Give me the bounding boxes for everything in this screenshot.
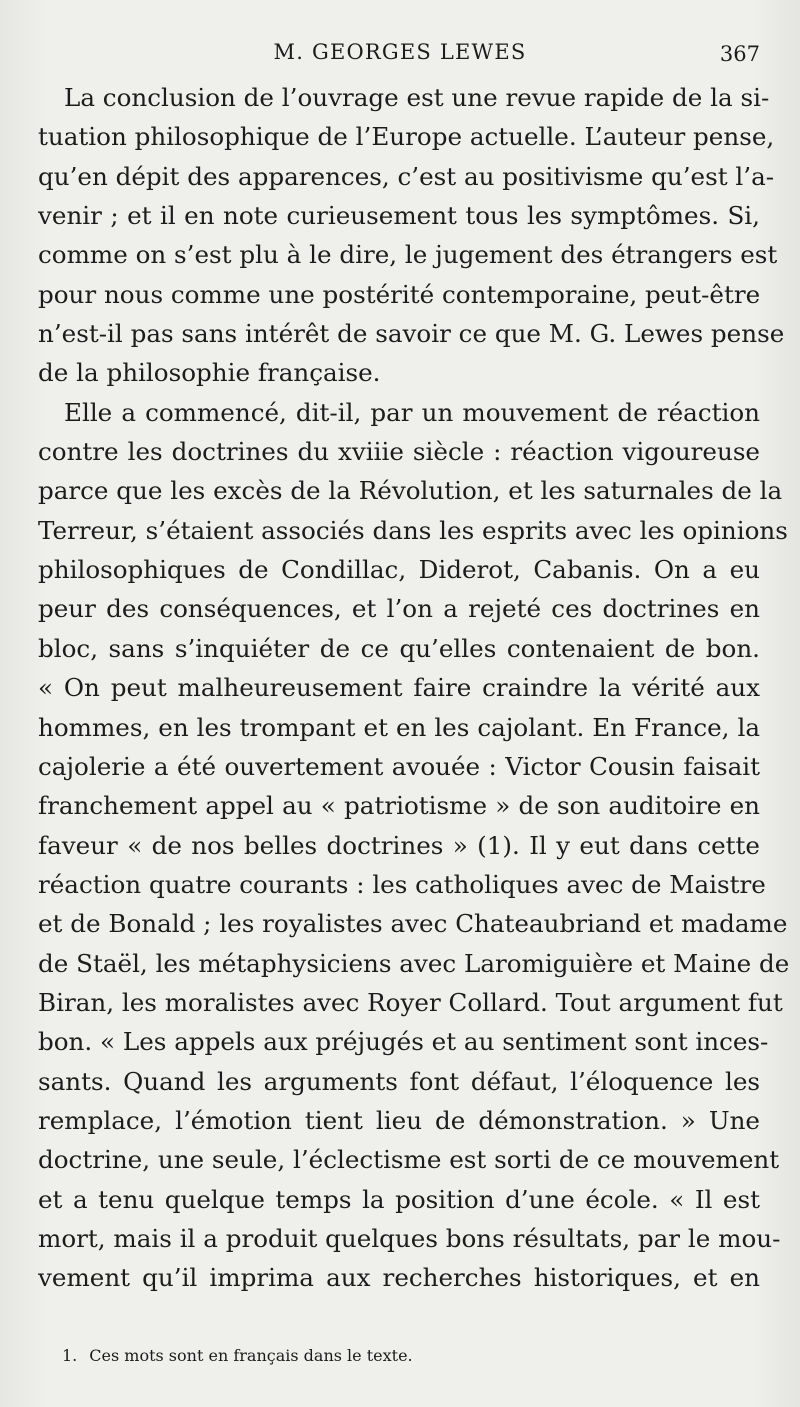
text-line: faveur « de nos belles doctrines » (1). Il y eut dans cette	[38, 830, 760, 860]
running-head	[40, 38, 760, 72]
text-line: parce que les excès de la Révolution, et les saturnales de la	[38, 476, 783, 506]
text-line: de Staël, les métaphysiciens avec Laromiguière et Maine de	[38, 948, 790, 978]
text-line: cajolerie a été ouvertement avouée : Victor Cousin faisait	[38, 751, 760, 781]
text-line: réaction quatre courants : les catholiques avec de Maistre	[38, 869, 766, 899]
text-line: qu’en dépit des apparences, c’est au positivisme qu’est l’a-	[38, 161, 775, 191]
paragraph	[38, 78, 785, 393]
text-line: tuation philosophique de l’Europe actuelle. L’auteur pense,	[38, 122, 775, 152]
page-number: 367	[719, 42, 760, 66]
text-line: doctrine, une seule, l’éclectisme est sorti de ce mouvement	[38, 1145, 780, 1175]
text-line: n’est-il pas sans intérêt de savoir ce que M. G. Lewes pense	[38, 319, 785, 349]
text-line: peur des conséquences, et l’on a rejeté ces doctrines en	[38, 594, 760, 624]
text-line: « On peut malheureusement faire craindre la vérité aux	[38, 673, 760, 703]
text-line: franchement appel au « patriotisme » de son auditoire en	[38, 791, 760, 821]
text-line: Terreur, s’étaient associés dans les esprits avec les opinions	[38, 515, 788, 545]
text-line: de la philosophie française.	[38, 358, 381, 388]
text-line: remplace, l’émotion tient lieu de démonstration. » Une	[38, 1105, 760, 1135]
text-line: pour nous comme une postérité contemporaine, peut-être	[38, 279, 761, 309]
text-line: et de Bonald ; les royalistes avec Chateaubriand et madame	[38, 909, 788, 939]
footnote-text: Ces mots sont en français dans le texte.	[89, 1346, 413, 1365]
text-line: bon. « Les appels aux préjugés et au sentiment sont inces-	[38, 1027, 769, 1057]
text-line: vement qu’il imprima aux recherches historiques, et en	[38, 1263, 760, 1293]
text-line: hommes, en les trompant et en les cajolant. En France, la	[38, 712, 760, 742]
text-line: sants. Quand les arguments font défaut, l’éloquence les	[38, 1066, 760, 1096]
text-line: La conclusion de l’ouvrage est une revue rapide de la si-	[64, 83, 770, 112]
text-line: comme on s’est plu à le dire, le jugement des étrangers est	[38, 240, 778, 270]
running-head-title: M. GEORGES LEWES	[273, 40, 527, 64]
footnote-number: 1.	[62, 1346, 78, 1365]
text-line: philosophiques de Condillac, Diderot, Cabanis. On a eu	[38, 555, 760, 585]
body-text	[38, 78, 790, 1298]
paragraph	[38, 393, 790, 1298]
text-line: Elle a commencé, dit-il, par un mouvement de réaction	[64, 397, 760, 427]
footnote	[62, 1344, 662, 1368]
text-line: bloc, sans s’inquiéter de ce qu’elles contenaient de bon.	[38, 633, 760, 663]
text-line: venir ; et il en note curieusement tous les symptômes. Si,	[38, 201, 760, 231]
text-line: contre les doctrines du xviiie siècle : réaction vigoureuse	[38, 437, 760, 467]
text-line: mort, mais il a produit quelques bons résultats, par le mou-	[38, 1223, 781, 1253]
text-line: Biran, les moralistes avec Royer Collard. Tout argument fut	[38, 987, 783, 1017]
text-line: et a tenu quelque temps la position d’une école. « Il est	[38, 1184, 760, 1214]
